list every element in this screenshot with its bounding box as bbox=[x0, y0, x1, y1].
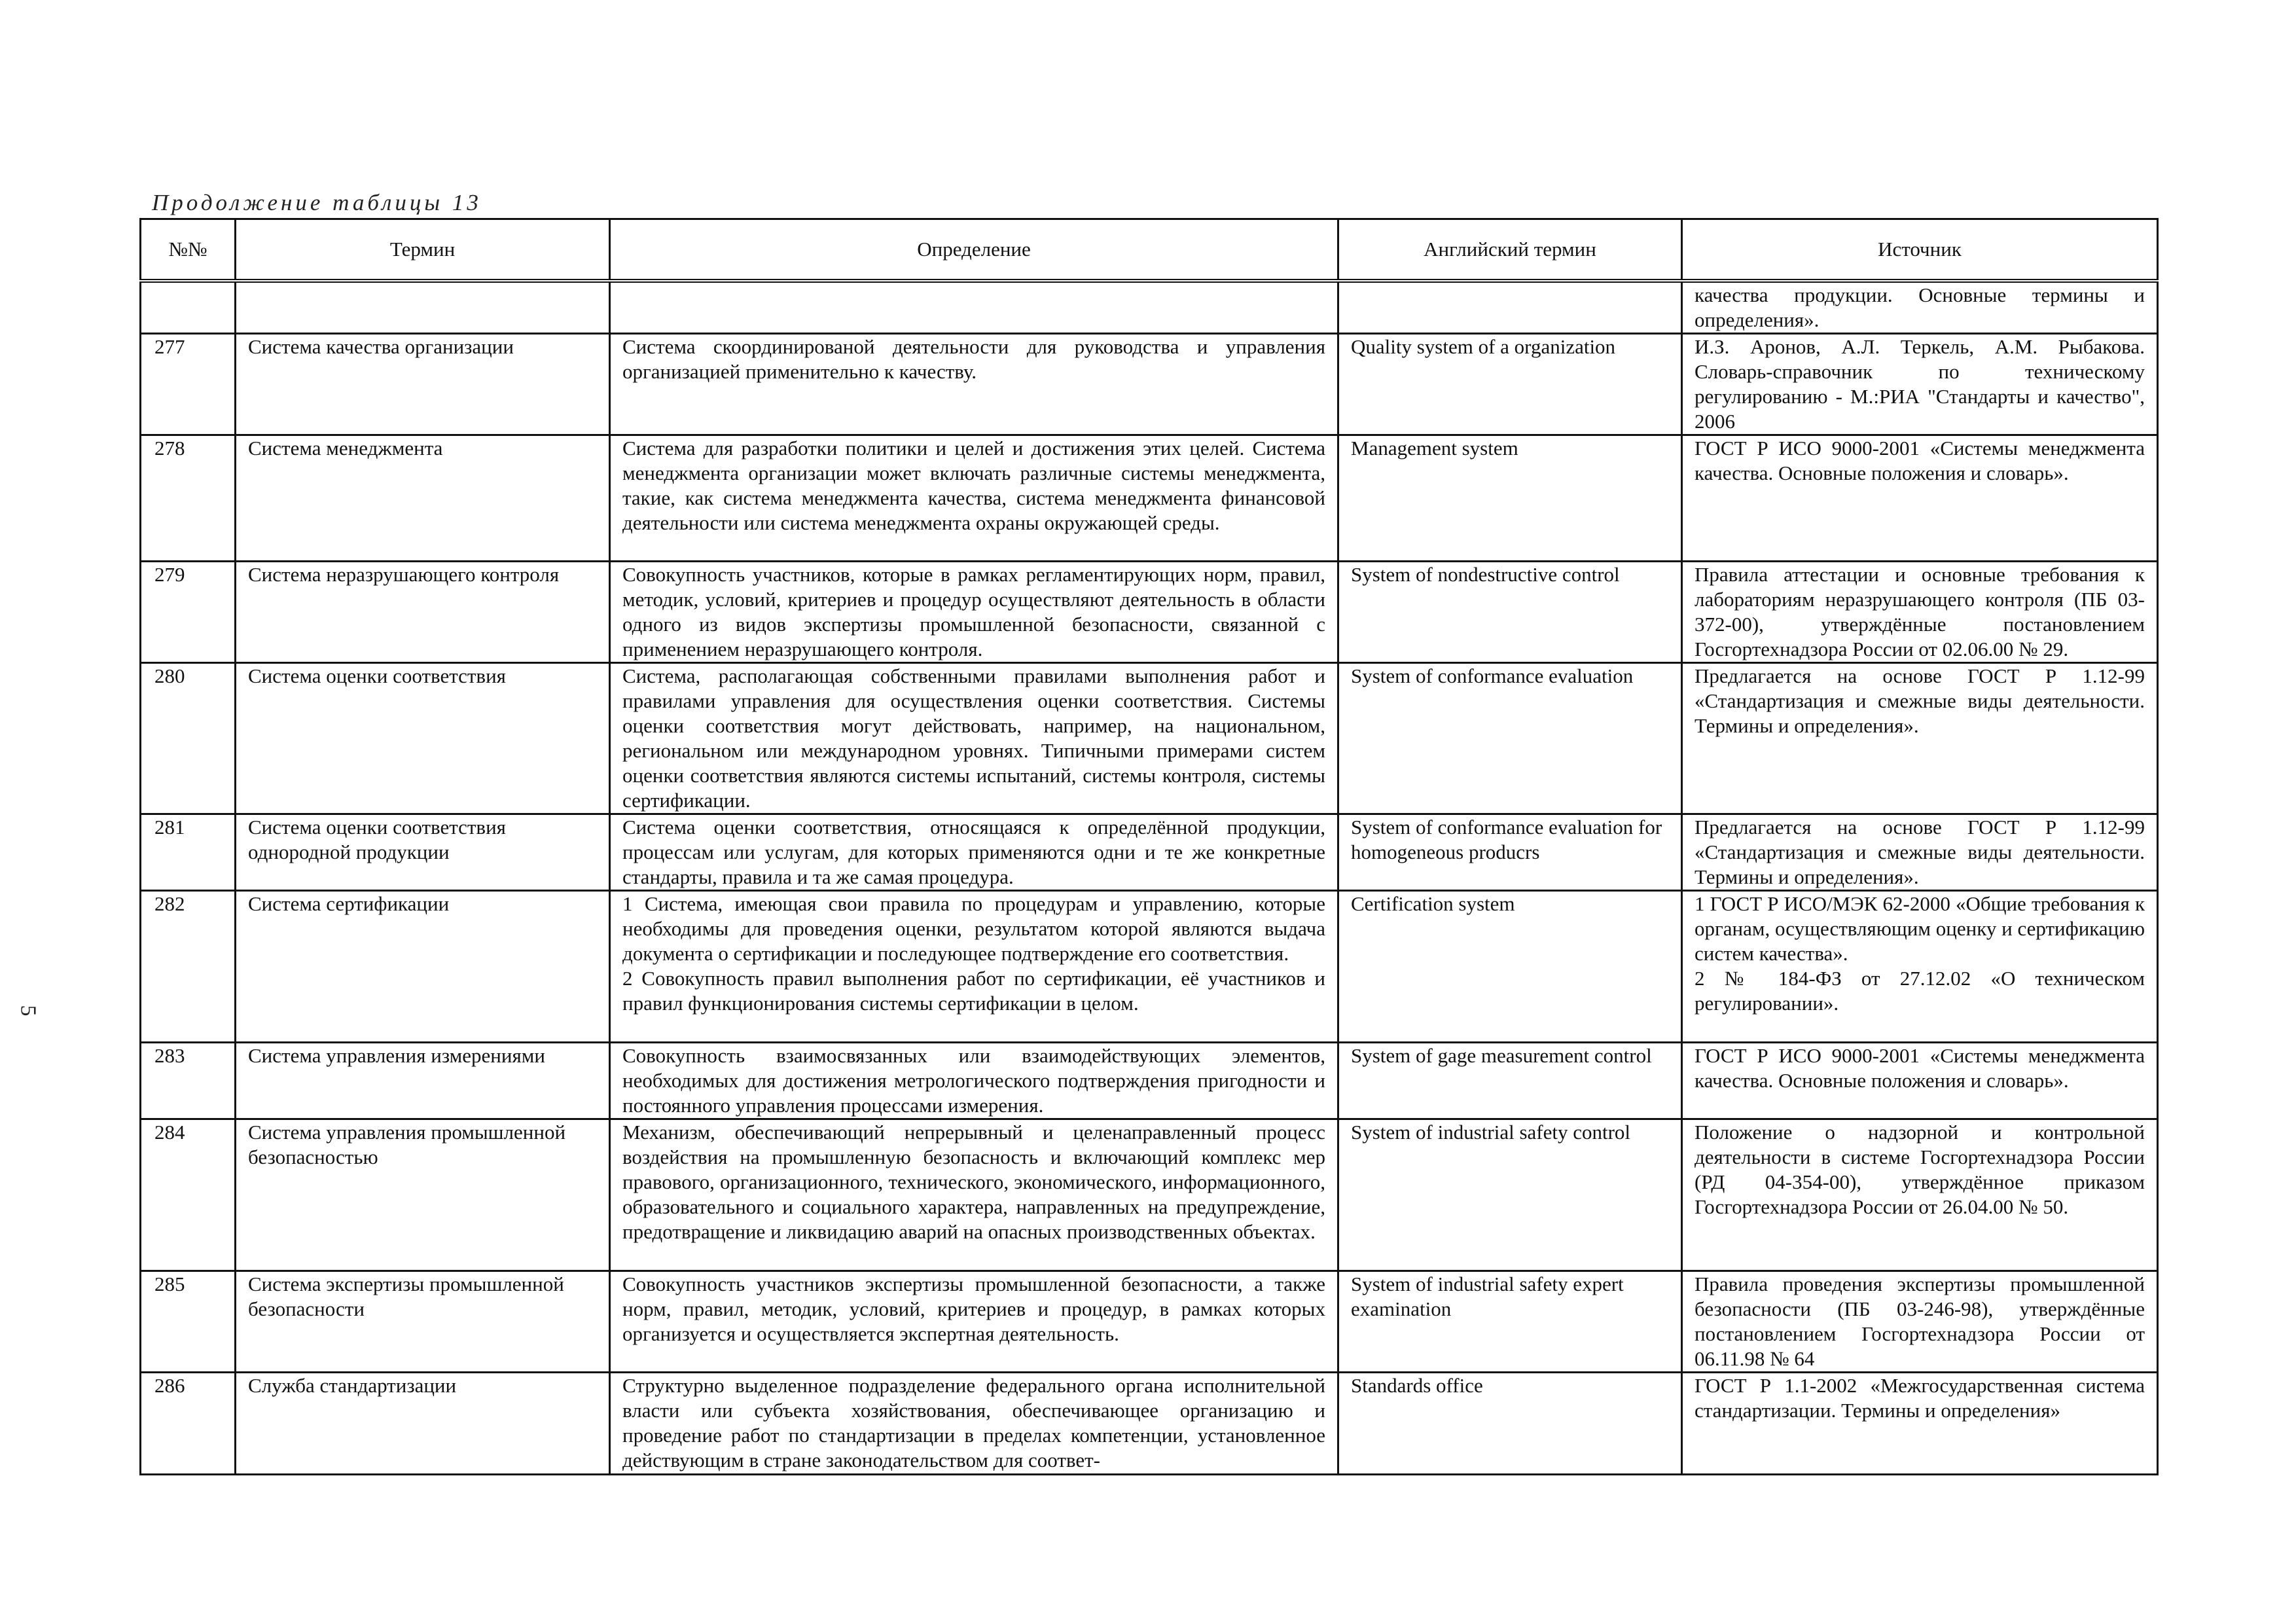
table-row bbox=[141, 663, 2158, 814]
source-cell: Предлагается на основе ГОСТ Р 1.12-99 «Стандартизация и смежные виды деятельности. Термины и определения». bbox=[1682, 663, 2158, 814]
row-number: 282 bbox=[141, 891, 236, 1043]
table-row bbox=[141, 1119, 2158, 1271]
table-row bbox=[141, 1373, 2158, 1475]
term-cell: Система управления промышленной безопасностью bbox=[236, 1119, 610, 1271]
term-cell: Система оценки соответствия однородной продукции bbox=[236, 814, 610, 891]
definition-cell bbox=[610, 891, 1338, 1043]
source-cell: Положение о надзорной и контрольной деятельности в системе Госгортехнадзора России (РД 04-354-00), утверждённое приказом Госгортехнадзора России от 26.04.00 № 50. bbox=[1682, 1119, 2158, 1271]
definition-cell: Механизм, обеспечивающий непрерывный и целенаправленный процесс воздействия на промышленную безопасность и включающий комплекс мер правового, организационного, технического, экономического, информационного, образовательного и социального характера, направленных на предупреждение, предотвращение и ликвидацию аварий на опасных производственных объектах. bbox=[610, 1119, 1338, 1271]
cell-paragraph: 1 ГОСТ Р ИСО/МЭК 62-2000 «Общие требования к органам, осуществляющим оценку и сертификацию систем качества». bbox=[1695, 892, 2145, 965]
definition-cell: Совокупность участников экспертизы промышленной безопасности, а также норм, правил, методик, условий, критериев и процедур, в рамках которых организуется и осуществляется экспертная деятельность. bbox=[610, 1271, 1338, 1373]
row-number: 281 bbox=[141, 814, 236, 891]
term-cell: Система управления измерениями bbox=[236, 1043, 610, 1119]
term-cell: Служба стандартизации bbox=[236, 1373, 610, 1475]
definition-cell: Система для разработки политики и целей и достижения этих целей. Система менеджмента организации может включать различные системы менеджмента, такие, как система менеджмента качества, система менеджмента финансовой деятельности или система менеджмента охраны окружающей среды. bbox=[610, 435, 1338, 562]
source-cell: ГОСТ Р ИСО 9000-2001 «Системы менеджмента качества. Основные положения и словарь». bbox=[1682, 435, 2158, 562]
term-cell: Система качества организации bbox=[236, 334, 610, 435]
row-number: 279 bbox=[141, 562, 236, 663]
row-number: 285 bbox=[141, 1271, 236, 1373]
definition-cell: Совокупность взаимосвязанных или взаимодействующих элементов, необходимых для достижения метрологического подтверждения пригодности и постоянного управления процессами измерения. bbox=[610, 1043, 1338, 1119]
english-term-cell: Quality system of a organization bbox=[1338, 334, 1682, 435]
definition-cell: Система скоординированой деятельности для руководства и управления организацией применительно к качеству. bbox=[610, 334, 1338, 435]
table-row bbox=[141, 891, 2158, 1043]
english-term-cell bbox=[1338, 281, 1682, 334]
term-cell: Система оценки соответствия bbox=[236, 663, 610, 814]
english-term-cell: System of industrial safety expert examination bbox=[1338, 1271, 1682, 1373]
term-cell: Система экспертизы промышленной безопасности bbox=[236, 1271, 610, 1373]
row-number: 280 bbox=[141, 663, 236, 814]
english-term-cell: System of conformance evaluation bbox=[1338, 663, 1682, 814]
english-term-cell: System of conformance evaluation for homogeneous producrs bbox=[1338, 814, 1682, 891]
table-row bbox=[141, 281, 2158, 334]
source-cell bbox=[1682, 891, 2158, 1043]
row-number: 284 bbox=[141, 1119, 236, 1271]
table-row bbox=[141, 562, 2158, 663]
english-term-cell: System of nondestructive control bbox=[1338, 562, 1682, 663]
table-row bbox=[141, 1043, 2158, 1119]
english-term-cell: System of gage measurement control bbox=[1338, 1043, 1682, 1119]
table-header-row bbox=[141, 219, 2158, 281]
definition-cell bbox=[610, 281, 1338, 334]
row-number: 283 bbox=[141, 1043, 236, 1119]
header-term: Термин bbox=[236, 219, 610, 281]
source-cell: качества продукции. Основные термины и определения». bbox=[1682, 281, 2158, 334]
row-number: 278 bbox=[141, 435, 236, 562]
term-cell: Система неразрушающего контроля bbox=[236, 562, 610, 663]
source-cell: И.З. Аронов, А.Л. Теркель, А.М. Рыбакова. Словарь-справочник по техническому регулированию - М.:РИА "Стандарты и качество", 2006 bbox=[1682, 334, 2158, 435]
header-number: №№ bbox=[141, 219, 236, 281]
header-source: Источник bbox=[1682, 219, 2158, 281]
cell-paragraph: 2 № 184-ФЗ от 27.12.02 «О техническом регулировании». bbox=[1695, 967, 2145, 1015]
row-number: 277 bbox=[141, 334, 236, 435]
source-cell: Правила аттестации и основные требования к лабораториям неразрушающего контроля (ПБ 03-372-00), утверждённые постановлением Госгортехнадзора России от 02.06.00 № 29. bbox=[1682, 562, 2158, 663]
english-term-cell: System of industrial safety control bbox=[1338, 1119, 1682, 1271]
table-row bbox=[141, 1271, 2158, 1373]
cell-paragraph: 1 Система, имеющая свои правила по процедурам и управлению, которые необходимы для проведения оценки, результатом которой являются выдача документа о сертификации и последующее подтверждение его соответствия. bbox=[622, 892, 1325, 965]
header-definition: Определение bbox=[610, 219, 1338, 281]
table-row bbox=[141, 334, 2158, 435]
english-term-cell: Management system bbox=[1338, 435, 1682, 562]
cell-paragraph: 2 Совокупность правил выполнения работ по сертификации, её участников и правил функционирования системы сертификации в целом. bbox=[622, 967, 1325, 1015]
english-term-cell: Standards office bbox=[1338, 1373, 1682, 1475]
table-body bbox=[141, 281, 2158, 1475]
definition-cell: Система оценки соответствия, относящаяся к определённой продукции, процессам или услугам, для которых применяются одни и те же конкретные стандарты, правила и та же самая процедура. bbox=[610, 814, 1338, 891]
terms-table bbox=[139, 218, 2159, 1475]
page-number: 5 bbox=[16, 1005, 41, 1017]
definition-cell: Структурно выделенное подразделение федерального органа исполнительной власти или субъекта хозяйствования, обеспечивающее организацию и проведение работ по стандартизации в пределах компетенции, установленное действующим в стране законодательством для соответ- bbox=[610, 1373, 1338, 1475]
source-cell: ГОСТ Р 1.1-2002 «Межгосударственная система стандартизации. Термины и определения» bbox=[1682, 1373, 2158, 1475]
definition-cell: Совокупность участников, которые в рамках регламентирующих норм, правил, методик, условий, критериев и процедур осуществляют деятельность в области одного из видов экспертизы промышленной безопасности, связанной с применением неразрушающего контроля. bbox=[610, 562, 1338, 663]
row-number bbox=[141, 281, 236, 334]
table-row bbox=[141, 814, 2158, 891]
term-cell: Система сертификации bbox=[236, 891, 610, 1043]
term-cell bbox=[236, 281, 610, 334]
header-english-term: Английский термин bbox=[1338, 219, 1682, 281]
source-cell: Предлагается на основе ГОСТ Р 1.12-99 «Стандартизация и смежные виды деятельности. Термины и определения». bbox=[1682, 814, 2158, 891]
table-row bbox=[141, 435, 2158, 562]
term-cell: Система менеджмента bbox=[236, 435, 610, 562]
source-cell: Правила проведения экспертизы промышленной безопасности (ПБ 03-246-98), утверждённые постановлением Госгортехнадзора России от 06.11.98 № 64 bbox=[1682, 1271, 2158, 1373]
row-number: 286 bbox=[141, 1373, 236, 1475]
definition-cell: Система, располагающая собственными правилами выполнения работ и правилами управления для осуществления оценки соответствия. Системы оценки соответствия могут действовать, например, на национальном, региональном или международном уровнях. Типичными примерами систем оценки соответствия являются системы испытаний, системы контроля, системы сертификации. bbox=[610, 663, 1338, 814]
table-caption: Продолжение таблицы 13 bbox=[152, 190, 482, 215]
english-term-cell: Certification system bbox=[1338, 891, 1682, 1043]
source-cell: ГОСТ Р ИСО 9000-2001 «Системы менеджмента качества. Основные положения и словарь». bbox=[1682, 1043, 2158, 1119]
